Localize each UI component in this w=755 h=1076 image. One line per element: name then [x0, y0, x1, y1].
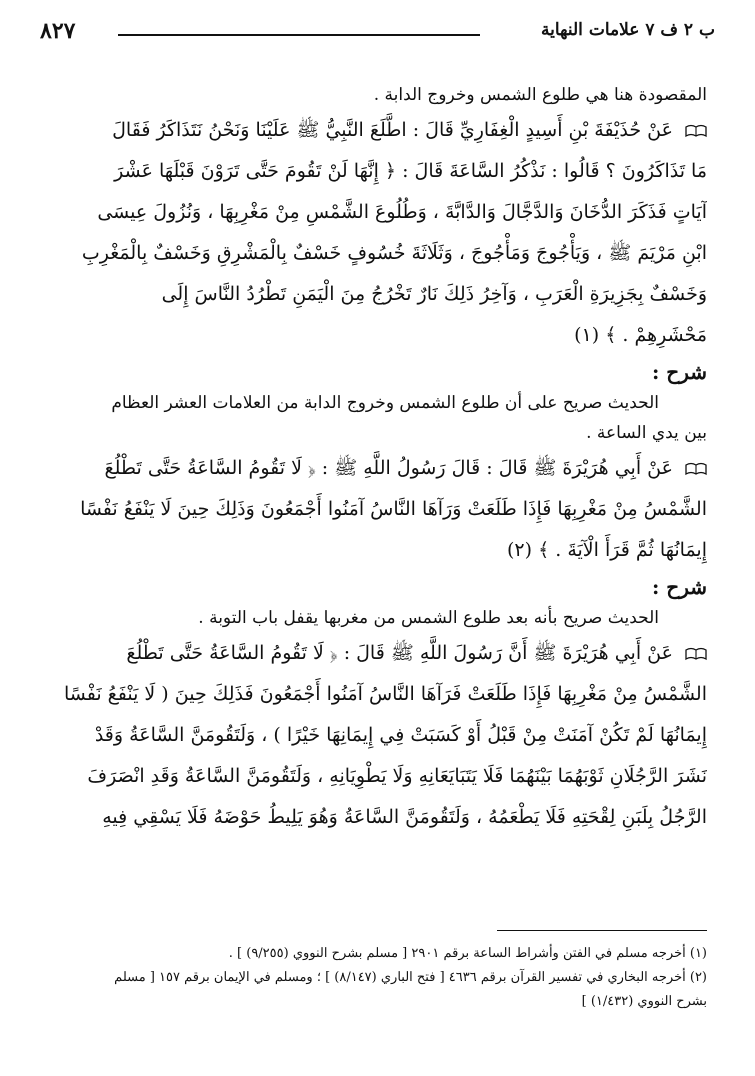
hadith-line: مَحْشَرِهِمْ . ﴾ (١) [574, 324, 707, 346]
footnote: (١) أخرجه مسلم في الفتن وأشراط الساعة برقم ٢٩٠١ [ مسلم بشرح النووي (٩/٢٥٥) ] . [228, 946, 707, 961]
book-icon [685, 124, 707, 138]
hadith-line: الشَّمْسُ مِنْ مَغْرِبِهَا فَإِذَا طَلَعَتْ وَرَآهَا النَّاسُ آمَنُوا أَجْمَعُونَ وَذَلِكَ حِينَ لَا يَنْفَعُ نَفْسًا [80, 498, 707, 520]
page-number: ٨٢٧ [40, 18, 76, 44]
footnote: (٢) أخرجه البخاري في تفسير القرآن برقم ٤٦٣٦ [ فتح الباري (٨/١٤٧) ] ؛ ومسلم في الإيمان برقم ١٥٧ [ مسلم [114, 970, 707, 985]
hadith-line: إِيمَانُهَا ثُمَّ قَرَأَ الْآيَةَ . ﴾ (٢) [506, 539, 707, 561]
footnotes [44, 942, 707, 1014]
header-rule [118, 34, 480, 36]
sharh-heading: شرح : [651, 360, 707, 384]
footnote: بشرح النووي (١/٤٣٢) ] [581, 994, 707, 1009]
footnote-rule [497, 930, 707, 931]
paragraph-line: بين يدي الساعة . [586, 423, 707, 443]
hadith-text: عَنْ أَبِي هُرَيْرَةَ ﷺ أَنَّ رَسُولَ اللَّهِ ﷺ قَالَ : ﴿ لَا تَقُومُ السَّاعَةُ حَتَّى تَطْلُعَ [126, 642, 673, 664]
hadith-line: وَخَسْفٌ بِجَزِيرَةِ الْعَرَبِ ، وَآخِرُ ذَلِكَ نَارٌ تَخْرُجُ مِنَ الْيَمَنِ تَطْرُدُ النَّاسَ إِلَى [161, 283, 707, 305]
paragraph-line: المقصودة هنا هي طلوع الشمس وخروج الدابة . [373, 85, 707, 105]
hadith-line [48, 110, 707, 151]
hadith-line: آيَاتٍ فَذَكَرَ الدُّخَانَ وَالدَّجَّالَ وَالدَّابَّةَ ، وَطُلُوعَ الشَّمْسِ مِنْ مَغْرِبِهَا ، وَنُزُولَ عِيسَى [97, 201, 707, 223]
hadith-line: الرَّجُلُ بِلَبَنِ لِقْحَتِهِ فَلَا يَطْعَمُهُ ، وَلَتَقُومَنَّ السَّاعَةُ وَهُوَ يَلِيطُ حَوْضَهُ فَلَا يَسْقِي فِيهِ [102, 806, 707, 828]
sharh-heading: شرح : [651, 575, 707, 599]
hadith-line: إِيمَانُهَا لَمْ تَكُنْ آمَنَتْ مِنْ قَبْلُ أَوْ كَسَبَتْ فِي إِيمَانِهَا خَيْرًا ) ، وَلَتَقُومَنَّ السَّاعَةُ وَقَدْ [94, 724, 707, 746]
page-header [40, 8, 715, 48]
book-icon [685, 462, 707, 476]
running-title: ب ٢ ف ٧ علامات النهاية [541, 20, 715, 40]
hadith-text: عَنْ حُذَيْفَةَ بْنِ أَسِيدٍ الْغِفَارِيِّ قَالَ : اطَّلَعَ النَّبِيُّ ﷺ عَلَيْنَا وَنَحْنُ نَتَذَاكَرُ فَقَالَ [112, 119, 673, 141]
hadith-line: الشَّمْسُ مِنْ مَغْرِبِهَا فَإِذَا طَلَعَتْ فَرَآهَا النَّاسُ آمَنُوا أَجْمَعُونَ فَذَلِكَ حِينَ ( لَا يَنْفَعُ نَفْسًا [63, 683, 707, 705]
paragraph-line: الحديث صريح بأنه بعد طلوع الشمس من مغربها يقفل باب التوبة . [198, 608, 659, 628]
book-icon [685, 647, 707, 661]
hadith-line: نَشَرَ الرَّجُلَانِ ثَوْبَهُمَا بَيْنَهُمَا فَلَا يَتَبَايَعَانِهِ وَلَا يَطْوِيَانِهِ ، وَلَتَقُومَنَّ السَّاعَةُ وَقَدِ انْصَرَفَ [87, 765, 707, 787]
hadith-line: ابْنِ مَرْيَمَ ﷺ ، وَيَأْجُوجَ وَمَأْجُوجَ ، وَثَلَاثَةَ خُسُوفٍ خَسْفٌ بِالْمَشْرِقِ وَخَسْفٌ بِالْمَغْرِبِ [81, 242, 707, 264]
hadith-line [48, 448, 707, 489]
main-text [48, 80, 707, 838]
hadith-line: مَا تَذَاكَرُونَ ؟ قَالُوا : نَذْكُرُ السَّاعَةَ قَالَ : ﴿ إِنَّهَا لَنْ تَقُومَ حَتَّى تَرَوْنَ قَبْلَهَا عَشْرَ [114, 160, 707, 182]
paragraph-line: الحديث صريح على أن طلوع الشمس وخروج الدابة من العلامات العشر العظام [111, 393, 659, 413]
hadith-line [48, 633, 707, 674]
hadith-text: عَنْ أَبِي هُرَيْرَةَ ﷺ قَالَ : قَالَ رَسُولُ اللَّهِ ﷺ : ﴿ لَا تَقُومُ السَّاعَةُ حَتَّى تَطْلُعَ [104, 457, 673, 479]
